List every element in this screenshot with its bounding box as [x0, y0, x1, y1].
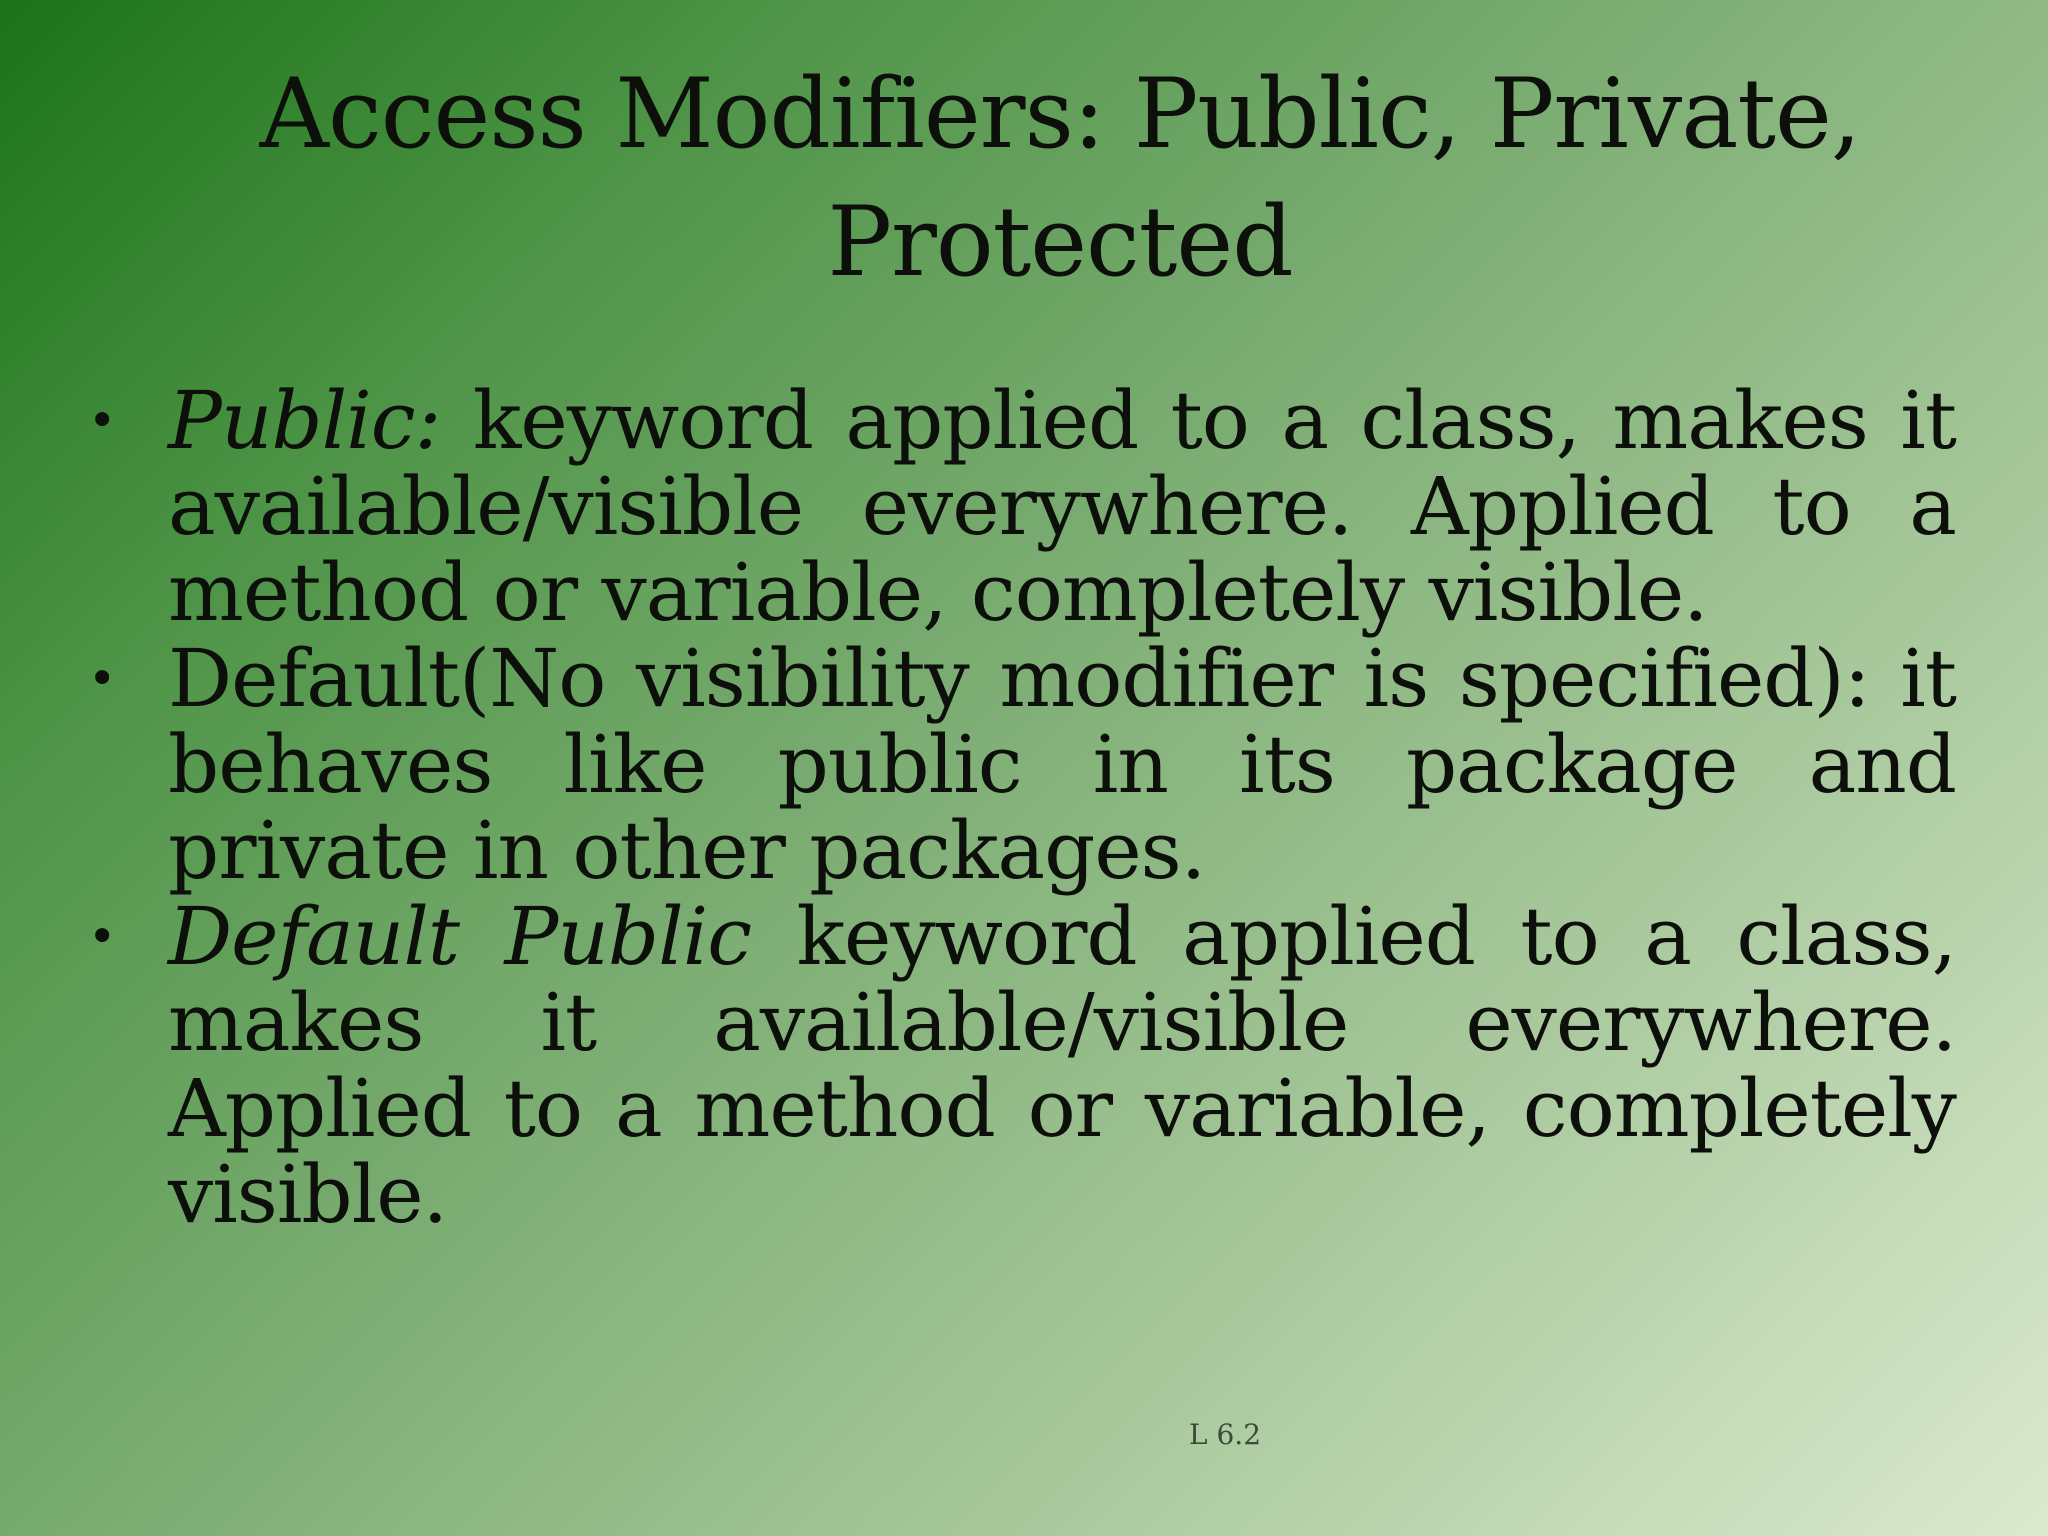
bullet-text: Default(No visibility modifier is specified): it behaves like public in its package and private in other packages.	[168, 632, 1956, 897]
bullet-default-public	[84, 890, 1957, 1241]
slide-title-line-1: Access Modifiers: Public, Private,	[259, 58, 1861, 170]
slide-title	[160, 50, 1960, 306]
bullet-default	[84, 632, 1956, 897]
bullet-dot-icon: •	[88, 393, 116, 449]
bullet-dot-icon: •	[88, 651, 116, 707]
slide-title-line-2: Protected	[827, 186, 1293, 298]
bullet-text: keyword applied to a class, makes it available/visible everywhere. Applied to a method or variable, completely visible.	[168, 374, 1956, 639]
bullet-text: keyword applied to a class, makes it available/visible everywhere. Applied to a method or variable, completely visible.	[168, 890, 1957, 1241]
bullet-dot-icon: •	[88, 909, 116, 965]
bullet-public	[84, 374, 1956, 639]
bullet-term: Default Public	[168, 890, 752, 983]
bullet-list	[84, 374, 1957, 1241]
slide-number: L 6.2	[1188, 1418, 1262, 1451]
bullet-term: Public:	[168, 374, 441, 467]
